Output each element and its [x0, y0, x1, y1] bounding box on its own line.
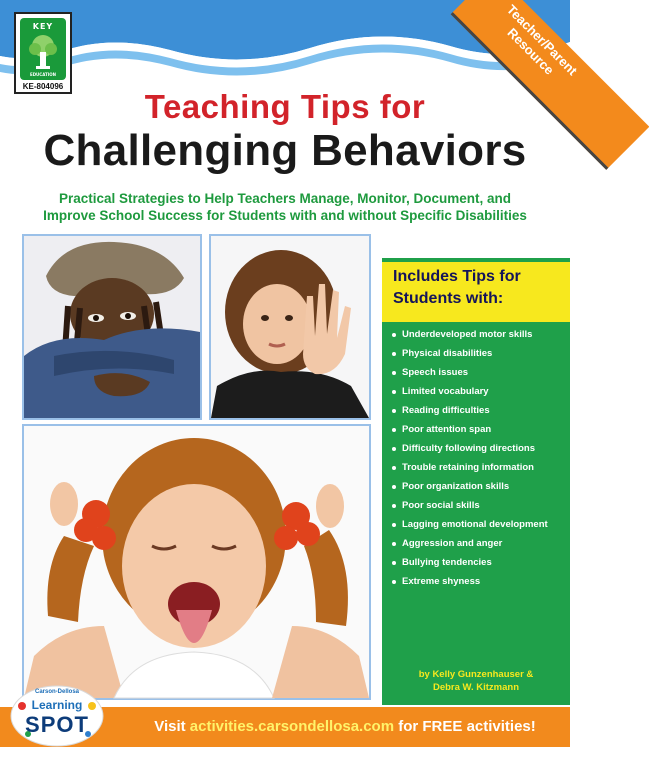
footer-prefix: Visit — [154, 718, 190, 735]
photo-girl-stop-hand — [209, 234, 371, 420]
key-education-logo — [14, 12, 72, 94]
tip-label: Reading difficulties — [402, 405, 490, 416]
bullet-icon — [392, 333, 396, 337]
photo-girl-tongue-out — [22, 424, 371, 700]
bullet-icon — [392, 504, 396, 508]
subtitle-line-1: Practical Strategies to Help Teachers Manage, Monitor, Document, and — [58, 191, 512, 206]
title-line-2: Challenging Behaviors — [43, 126, 527, 175]
spot-logo-spot: SPOT — [25, 712, 89, 737]
list-item — [392, 384, 570, 403]
authors-line-2: Debra W. Kitzmann — [432, 682, 520, 693]
key-education-text: EDUCATION — [30, 72, 56, 77]
bullet-icon — [392, 352, 396, 356]
list-item — [392, 403, 570, 422]
tips-heading — [393, 266, 568, 310]
subtitle — [20, 190, 550, 224]
footer-url-link[interactable]: activities.carsondellosa.com — [189, 718, 395, 735]
boy-hiding-illustration — [24, 236, 200, 418]
tips-heading-line-2: Students with: — [393, 290, 504, 307]
spot-logo-learning: Learning — [31, 698, 83, 712]
photo-boy-hiding — [22, 234, 202, 420]
tips-heading-line-1: Includes Tips for — [393, 268, 521, 285]
bullet-icon — [392, 466, 396, 470]
footer-text — [120, 718, 570, 735]
tree-icon — [20, 32, 66, 72]
bullet-icon — [392, 542, 396, 546]
footer-suffix: for FREE activities! — [394, 718, 536, 735]
tip-label: Lagging emotional development — [402, 519, 548, 530]
product-code: KE-804096 — [22, 82, 64, 91]
girl-tongue-illustration — [24, 426, 369, 698]
tip-label: Poor social skills — [402, 500, 480, 511]
bullet-icon — [392, 523, 396, 527]
list-item — [392, 479, 570, 498]
tip-label: Poor organization skills — [402, 481, 510, 492]
tip-label: Speech issues — [402, 367, 469, 378]
bullet-icon — [392, 580, 396, 584]
tip-label: Limited vocabulary — [402, 386, 489, 397]
list-item — [392, 460, 570, 479]
list-item — [392, 346, 570, 365]
bullet-icon — [392, 390, 396, 394]
list-item — [392, 517, 570, 536]
spot-logo-brand: Carson-Dellosa — [34, 689, 79, 695]
tip-label: Trouble retaining information — [402, 462, 534, 473]
bullet-icon — [392, 371, 396, 375]
bullet-icon — [392, 447, 396, 451]
girl-stop-hand-illustration — [211, 236, 369, 418]
list-item — [392, 498, 570, 517]
authors — [386, 668, 566, 694]
authors-line-1: by Kelly Gunzenhauser & — [418, 669, 534, 680]
list-item — [392, 555, 570, 574]
tip-label: Underdeveloped motor skills — [402, 329, 533, 340]
bullet-icon — [392, 409, 396, 413]
tip-label: Bullying tendencies — [402, 557, 492, 568]
title-line-1: Teaching Tips for — [144, 88, 426, 125]
list-item — [392, 327, 570, 346]
list-item — [392, 365, 570, 384]
tip-label: Poor attention span — [402, 424, 492, 435]
key-brand-text: KEY — [32, 22, 54, 31]
learning-spot-logo — [8, 684, 106, 748]
list-item — [392, 441, 570, 460]
ribbon-text: Teacher/Parent Resource — [503, 1, 581, 79]
list-item — [392, 536, 570, 555]
tips-list — [392, 327, 570, 593]
tip-label: Aggression and anger — [402, 538, 503, 549]
tip-label: Extreme shyness — [402, 576, 481, 587]
bullet-icon — [392, 428, 396, 432]
list-item — [392, 422, 570, 441]
key-badge — [20, 18, 66, 80]
subtitle-line-2: Improve School Success for Students with and without Specific Disabilities — [43, 208, 527, 223]
bullet-icon — [392, 485, 396, 489]
list-item — [392, 574, 570, 593]
tip-label: Physical disabilities — [402, 348, 493, 359]
bullet-icon — [392, 561, 396, 565]
tip-label: Difficulty following directions — [402, 443, 535, 454]
